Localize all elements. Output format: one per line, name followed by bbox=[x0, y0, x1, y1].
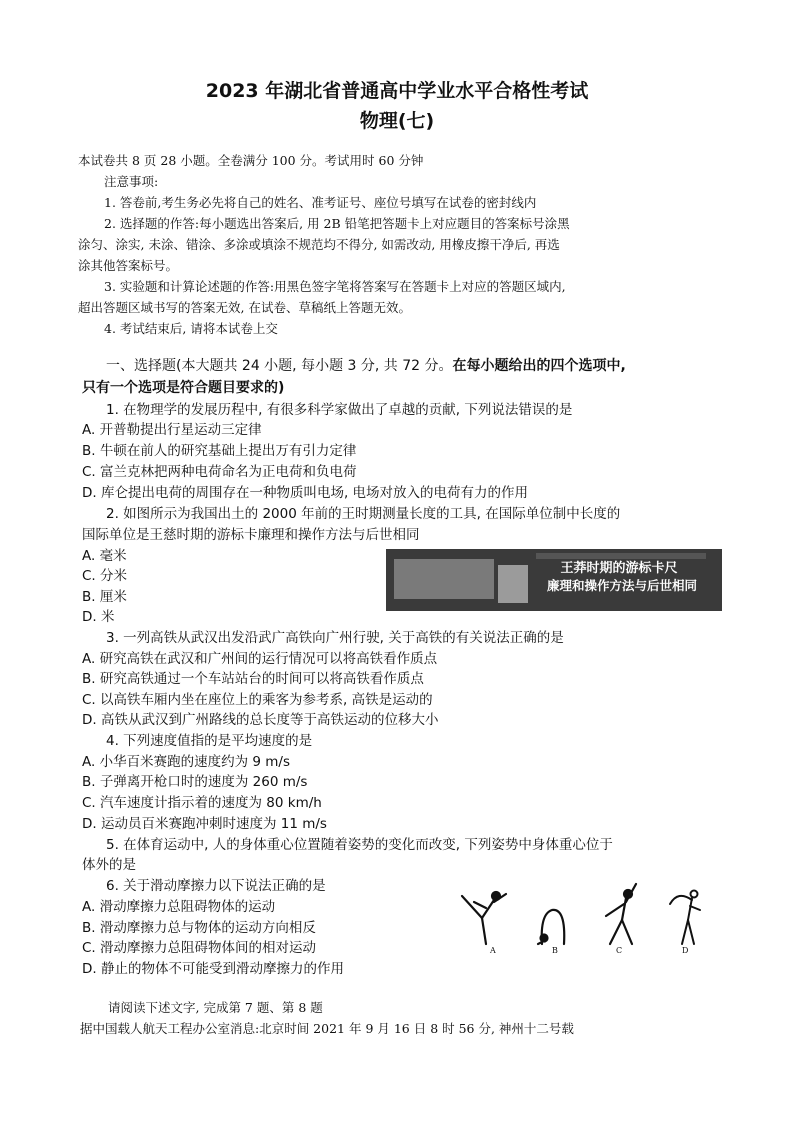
option: B. 牛顿在前人的研究基础上提出万有引力定律 bbox=[82, 443, 357, 459]
option: D. 静止的物体不可能受到滑动摩擦力的作用 bbox=[82, 961, 344, 977]
question-stem-continued: 体外的是 bbox=[82, 857, 136, 873]
option: D. 运动员百米赛跑冲刺时速度为 11 m/s bbox=[82, 816, 327, 832]
option: A. 研究高铁在武汉和广州间的运行情况可以将高铁看作质点 bbox=[82, 651, 438, 667]
exam-title: 2023 年湖北省普通高中学业水平合格性考试 bbox=[205, 80, 589, 102]
option: B. 滑动摩擦力总与物体的运动方向相反 bbox=[82, 920, 316, 936]
posture-figure bbox=[456, 880, 718, 960]
notice-label: 注意事项: bbox=[104, 174, 159, 189]
posture-drawings bbox=[456, 880, 718, 950]
option: B. 厘米 bbox=[82, 589, 127, 605]
option: C. 滑动摩擦力总阻碍物体间的相对运动 bbox=[82, 940, 317, 956]
question-stem: 3. 一列高铁从武汉出发沿武广高铁向广州行驶, 关于高铁的有关说法正确的是 bbox=[106, 630, 564, 646]
option: A. 滑动摩擦力总阻碍物体的运动 bbox=[82, 899, 276, 915]
question-stem: 4. 下列速度值指的是平均速度的是 bbox=[106, 733, 313, 749]
option: C. 以高铁车厢内坐在座位上的乘客为参考系, 高铁是运动的 bbox=[82, 692, 433, 708]
question-stem: 1. 在物理学的发展历程中, 有很多科学家做出了卓越的贡献, 下列说法错误的是 bbox=[106, 402, 573, 418]
exam-subtitle: 物理(七) bbox=[359, 110, 435, 132]
posture-caption-d: D bbox=[682, 946, 689, 955]
option: A. 毫米 bbox=[82, 548, 127, 564]
posture-b-figure bbox=[538, 910, 564, 944]
question-stem: 6. 关于滑动摩擦力以下说法正确的是 bbox=[106, 878, 326, 894]
option: D. 高铁从武汉到广州路线的总长度等于高铁运动的位移大小 bbox=[82, 712, 439, 728]
photo-caption: 王莽时期的游标卡尺 bbox=[560, 561, 678, 576]
notice-item: 4. 考试结束后, 请将本试卷上交 bbox=[104, 321, 278, 336]
notice-item: 1. 答卷前,考生务必先将自己的姓名、准考证号、座位号填写在试卷的密封线内 bbox=[104, 195, 537, 210]
notice-item: 3. 实验题和计算论述题的作答:用黑色签字笔将答案写在答题卡上对应的答题区域内, bbox=[104, 279, 566, 294]
caliper-body-shape bbox=[394, 559, 494, 599]
option: C. 富兰克林把两种电荷命名为正电荷和负电荷 bbox=[82, 464, 357, 480]
posture-caption-c: C bbox=[616, 946, 623, 955]
notice-item: 涂其他答案标号。 bbox=[78, 258, 179, 273]
exam-summary: 本试卷共 8 页 28 小题。全卷满分 100 分。考试用时 60 分钟 bbox=[78, 153, 424, 168]
notice-item: 超出答题区域书写的答案无效, 在试卷、草稿纸上答题无效。 bbox=[78, 300, 411, 315]
option: C. 分米 bbox=[82, 568, 128, 584]
option: D. 米 bbox=[82, 609, 115, 625]
reading-intro: 请阅读下述文字, 完成第 7 题、第 8 题 bbox=[108, 1000, 323, 1015]
posture-c-figure bbox=[606, 884, 636, 944]
option: A. 小华百米赛跑的速度约为 9 m/s bbox=[82, 754, 290, 770]
option: B. 子弹离开枪口时的速度为 260 m/s bbox=[82, 774, 308, 790]
question-stem: 2. 如图所示为我国出土的 2000 年前的王时期测量长度的工具, 在国际单位制中长度的 bbox=[106, 506, 621, 522]
section-heading-line2 bbox=[82, 377, 722, 399]
notice-item: 涂匀、涂实, 未涂、错涂、多涂或填涂不规范均不得分, 如需改动, 用橡皮擦干净后, 再选 bbox=[78, 237, 560, 252]
option: D. 库仑提出电荷的周围存在一种物质叫电场, 电场对放入的电荷有力的作用 bbox=[82, 485, 529, 501]
option: B. 研究高铁通过一个车站站台的时间可以将高铁看作质点 bbox=[82, 671, 424, 687]
section-heading-part: 在每小题给出的四个选项中, bbox=[452, 358, 626, 374]
posture-d-figure bbox=[670, 891, 700, 945]
posture-caption-a: A bbox=[490, 946, 496, 955]
section-heading-part: 只有一个选项是符合题目要求的) bbox=[82, 380, 285, 396]
question-stem-continued: 国际单位是王慈时期的游标卡廉理和操作方法与后世相同 bbox=[82, 527, 420, 543]
reading-text: 据中国载人航天工程办公室消息:北京时间 2021 年 9 月 16 日 8 时 56 分, 神州十二号载 bbox=[80, 1021, 574, 1036]
posture-a-figure bbox=[462, 892, 506, 944]
vernier-caliper-photo bbox=[386, 549, 722, 611]
posture-caption-b: B bbox=[552, 946, 558, 955]
option: A. 开普勒提出行星运动三定律 bbox=[82, 422, 262, 438]
photo-caption: 廉理和操作方法与后世相同 bbox=[546, 578, 697, 593]
option: C. 汽车速度计指示着的速度为 80 km/h bbox=[82, 795, 322, 811]
notice-item: 2. 选择题的作答:每小题选出答案后, 用 2B 铅笔把答题卡上对应题目的答案标号涂黑 bbox=[104, 216, 570, 231]
question-stem: 5. 在体育运动中, 人的身体重心位置随着姿势的变化而改变, 下列姿势中身体重心位于 bbox=[106, 837, 613, 853]
section-heading bbox=[82, 355, 722, 377]
section-heading-part: 一、选择题(本大题共 24 小题, 每小题 3 分, 共 72 分。 bbox=[106, 358, 453, 374]
